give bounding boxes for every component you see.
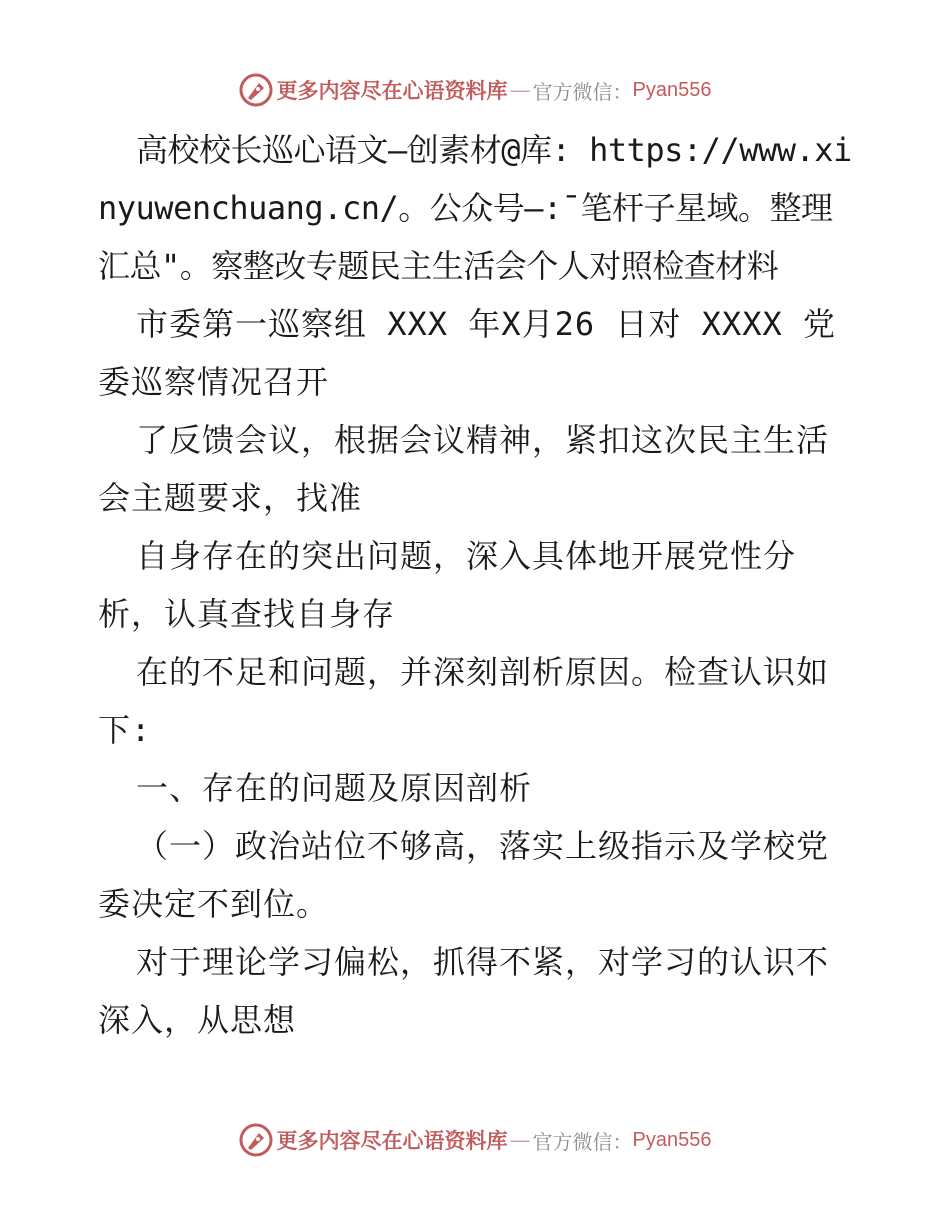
paragraph-title: 高校校长巡心语文—创素材@库: https://www.xinyuwenchuang.cn/。公众号—:¯笔杆子星域。整理汇总"。察整改专题民主生活会个人对照检查材料 bbox=[98, 131, 852, 285]
header-watermark-dash: — bbox=[509, 78, 531, 102]
footer-watermark-dash: — bbox=[509, 1128, 531, 1152]
footer-watermark-sub: 官方微信： bbox=[532, 1129, 633, 1154]
header-watermark bbox=[0, 70, 950, 110]
subsection-heading: （一）政治站位不够高，落实上级指示及学校党委决定不到位。 bbox=[98, 827, 830, 923]
footer-watermark-account: Pyan556 bbox=[632, 1128, 712, 1151]
section-heading: 一、存在的问题及原因剖析 bbox=[136, 769, 533, 807]
pen-nib-logo-icon bbox=[239, 73, 273, 107]
header-watermark-account: Pyan556 bbox=[632, 78, 712, 101]
footer-watermark bbox=[0, 1120, 950, 1160]
footer-watermark-main: 更多内容尽在心语资料库 bbox=[276, 1128, 508, 1153]
document-body bbox=[98, 121, 856, 1049]
paragraph-3: 自身存在的突出问题，深入具体地开展党性分析，认真查找自身存 bbox=[98, 537, 797, 633]
paragraph-4: 在的不足和问题，并深刻剖析原因。检查认识如下: bbox=[98, 653, 830, 749]
paragraph-2: 了反馈会议，根据会议精神，紧扣这次民主生活会主题要求，找准 bbox=[98, 421, 830, 517]
header-watermark-main: 更多内容尽在心语资料库 bbox=[276, 78, 508, 103]
header-watermark-sub: 官方微信： bbox=[532, 79, 633, 104]
paragraph-1: 市委第一巡察组 XXX 年X月26 日对 XXXX 党委巡察情况召开 bbox=[98, 305, 836, 401]
pen-nib-logo-icon bbox=[239, 1123, 273, 1157]
paragraph-5: 对于理论学习偏松，抓得不紧，对学习的认识不深入，从思想 bbox=[98, 943, 830, 1039]
